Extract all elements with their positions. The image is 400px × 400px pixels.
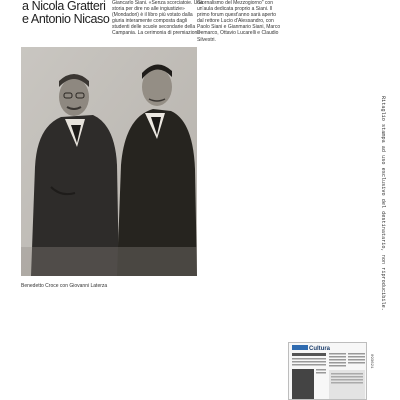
thumbnail-masthead: Cultura xyxy=(309,346,330,352)
column-line: giuria interamente composta dagli xyxy=(112,18,188,25)
column-line: Silvestri. xyxy=(197,36,216,43)
reproduction-notice-text: Ritaglio stampa ad uso esclusivo del destinatario, non riproducibile. xyxy=(380,96,386,311)
historical-photo xyxy=(21,47,197,276)
headline-line: e Antonio Nicaso xyxy=(22,12,110,26)
column-line: Demarco, Ottavio Lucarelli e Claudio xyxy=(197,30,279,37)
page-thumbnail xyxy=(288,342,367,400)
column-line: (Mondadori) è il libro più votato dalla xyxy=(112,12,193,19)
column-line: Giornalismo del Mezzogiorno" con xyxy=(197,0,273,6)
column-line: studenti delle scuole secondarie della xyxy=(112,24,196,31)
page-code-text: 093621 xyxy=(369,354,373,369)
headline-line: a Nicola Gratteri xyxy=(22,0,106,13)
page-code xyxy=(367,354,373,398)
column-line: Paolo Siani e Gianmario Siani, Marco xyxy=(197,24,281,31)
column-line: Campania. La cerimonia di premiazione xyxy=(112,30,201,37)
column-line: storia per dire no alle ingiustizie» xyxy=(112,6,185,13)
column-line: Giancarlo Siani. «Senza scorciatoie. Una xyxy=(112,0,203,6)
article-headline xyxy=(22,0,117,26)
column-line: dal rettore Lucio d'Alessandro, con xyxy=(197,18,274,25)
reproduction-notice xyxy=(379,96,387,328)
column-line: primo forum quest'anno sarà aperto xyxy=(197,12,277,19)
article-column-left xyxy=(112,0,203,37)
article-column-right xyxy=(197,0,285,43)
column-line: un'aula dedicata proprio a Siani. Il xyxy=(197,6,273,13)
photo-illustration xyxy=(21,47,197,276)
photo-caption: Benedetto Croce con Giovanni Laterza xyxy=(21,283,108,289)
thumbnail-page-preview xyxy=(289,343,367,400)
